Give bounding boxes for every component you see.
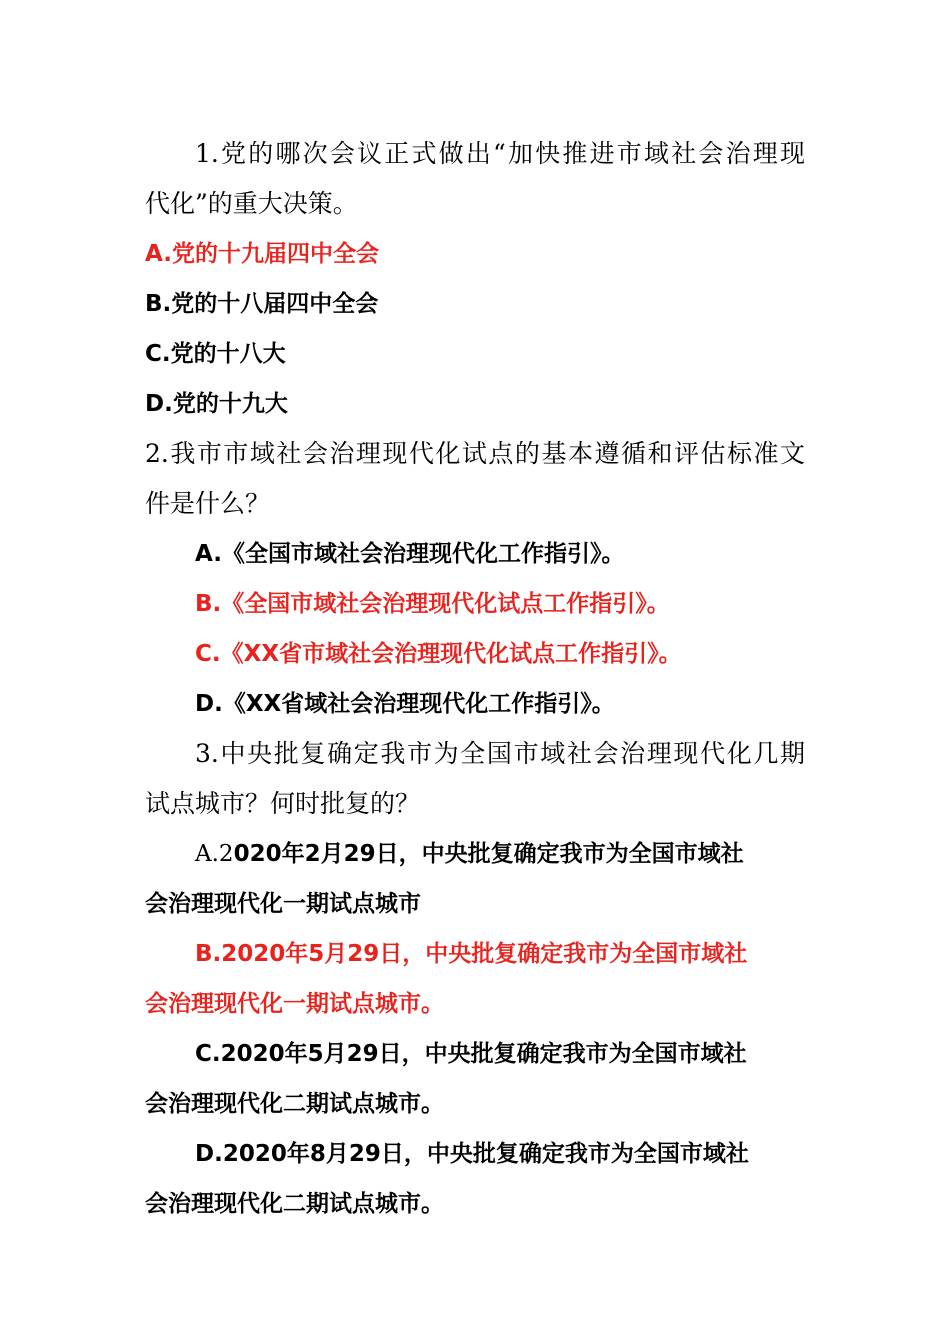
- question-2-option-b: B.《全国市域社会治理现代化试点工作指引》。: [195, 591, 670, 617]
- question-1-line-1: 1.党的哪次会议正式做出“加快推进市域社会治理现: [195, 139, 805, 168]
- question-3-option-a-line-1: [195, 835, 744, 868]
- question-2-line-2: 件是什么？: [145, 489, 271, 518]
- question-3-line-1: 3.中央批复确定我市为全国市域社会治理现代化几期: [195, 739, 805, 768]
- question-1-option-d: D.党的十九大: [145, 391, 288, 417]
- question-2-line-1: 2.我市市域社会治理现代化试点的基本遵循和评估标准文: [145, 439, 805, 468]
- option-a-text: 020年2月29日，中央批复确定我市为全国市域社: [233, 841, 744, 867]
- question-1-line-2: 代化”的重大决策。: [145, 189, 358, 218]
- question-2-option-a: A.《全国市域社会治理现代化工作指引》。: [195, 541, 625, 567]
- option-a-prefix: A.2: [195, 841, 234, 867]
- question-1-option-b: B.党的十八届四中全会: [145, 291, 379, 317]
- question-3-option-b-line-1: B.2020年5月29日，中央批复确定我市为全国市域社: [195, 941, 748, 967]
- question-3-option-c-line-2: 会治理现代化二期试点城市。: [145, 1091, 444, 1117]
- question-3-line-2: 试点城市？何时批复的？: [145, 789, 421, 818]
- question-3-option-b-line-2: 会治理现代化一期试点城市。: [145, 991, 444, 1017]
- question-3-option-c-line-1: C.2020年5月29日，中央批复确定我市为全国市域社: [195, 1041, 747, 1067]
- question-3-option-d-line-2: 会治理现代化二期试点城市。: [145, 1191, 444, 1217]
- question-1-option-c: C.党的十八大: [145, 341, 286, 367]
- question-1-option-a: A.党的十九届四中全会: [145, 241, 379, 267]
- question-2-option-c: C.《XX省市域社会治理现代化试点工作指引》。: [195, 641, 682, 667]
- question-3-option-a-line-2: 会治理现代化一期试点城市: [145, 891, 421, 917]
- question-2-option-d: D.《XX省域社会治理现代化工作指引》。: [195, 691, 615, 717]
- question-3-option-d-line-1: D.2020年8月29日，中央批复确定我市为全国市域社: [195, 1141, 749, 1167]
